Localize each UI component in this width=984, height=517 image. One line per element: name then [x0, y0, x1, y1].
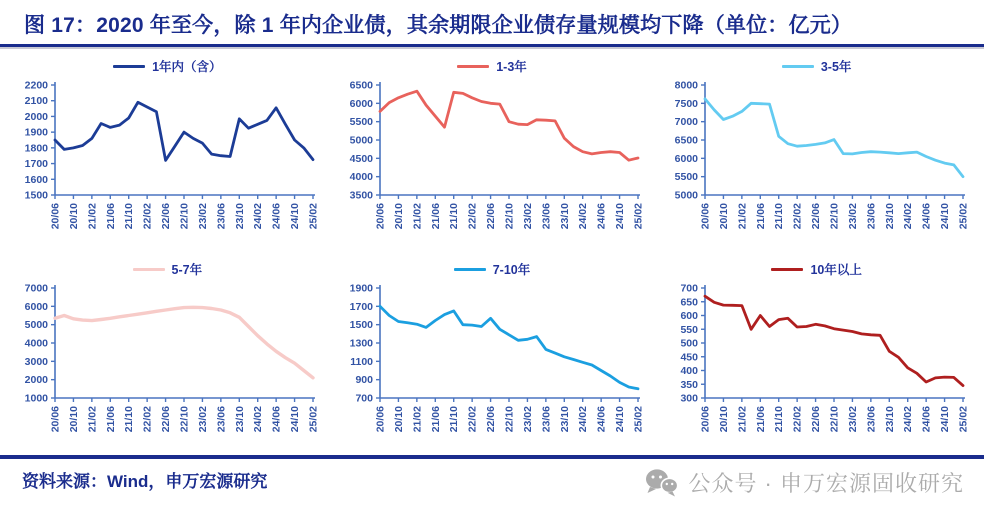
x-axis-label: 21/10 [772, 203, 785, 230]
x-axis-label: 22/10 [503, 203, 516, 230]
line-chart-7-10y [334, 280, 650, 446]
x-axis-label: 20/10 [68, 406, 81, 433]
y-axis-label: 5000 [674, 189, 698, 202]
x-axis-label: 22/06 [809, 406, 822, 433]
legend-line-icon [113, 65, 145, 68]
legend-label: 10年以上 [810, 263, 862, 277]
x-axis-label: 24/10 [614, 203, 627, 230]
legend-line-icon [457, 65, 489, 68]
y-axis-label: 2000 [24, 110, 49, 123]
x-axis-label: 25/02 [632, 406, 645, 433]
x-axis-label: 23/10 [234, 202, 247, 230]
x-axis-label: 24/02 [252, 203, 265, 230]
x-axis-label: 25/02 [957, 406, 970, 433]
legend-line-icon [782, 65, 814, 68]
x-axis-label: 22/10 [178, 406, 191, 433]
x-axis-label: 23/02 [197, 406, 210, 433]
x-axis-label: 21/06 [429, 203, 442, 230]
y-axis-label: 1600 [24, 173, 49, 186]
line-chart-1-3y [334, 77, 650, 243]
y-axis-label: 4000 [24, 337, 49, 350]
x-axis-label: 22/06 [485, 406, 498, 433]
x-axis-label: 24/02 [577, 406, 590, 433]
y-axis-label: 6000 [349, 97, 373, 110]
x-axis-label: 24/06 [595, 203, 608, 230]
x-axis-label: 24/02 [901, 203, 914, 230]
y-axis-label: 5000 [349, 134, 373, 147]
line-chart-3-5y [659, 77, 975, 243]
figure-title: 图 17：2020 年至今，除 1 年内企业债，其余期限企业债存量规模均下降（单位：亿元） [24, 14, 853, 37]
y-axis-label: 5000 [24, 319, 49, 332]
x-axis-label: 25/02 [307, 203, 320, 230]
x-axis-label: 23/06 [215, 203, 228, 230]
legend-label: 7-10年 [492, 263, 531, 277]
legend-label: 5-7年 [171, 263, 203, 277]
legend-line-icon [454, 268, 486, 271]
wechat-icon [645, 468, 679, 497]
watermark [645, 467, 964, 498]
y-axis-label: 6000 [24, 300, 49, 313]
x-axis-label: 23/10 [234, 406, 247, 433]
y-axis-label: 2000 [24, 374, 49, 387]
y-axis-label: 3000 [24, 355, 49, 368]
x-axis-label: 25/02 [957, 203, 970, 230]
x-axis-label: 20/10 [717, 406, 730, 433]
x-axis-label: 23/02 [521, 203, 534, 230]
y-axis-label: 700 [680, 282, 698, 295]
x-axis-label: 25/02 [632, 203, 645, 230]
chart-cell-10y-plus [657, 254, 976, 455]
x-axis-label: 21/10 [448, 203, 461, 230]
x-axis-label: 23/10 [883, 202, 896, 230]
legend-1-3y [457, 57, 527, 75]
y-axis-label: 7500 [674, 97, 698, 110]
y-axis-label: 4000 [349, 171, 373, 184]
legend-10y-plus [771, 260, 861, 278]
x-axis-label: 22/06 [160, 406, 173, 433]
y-axis-label: 350 [680, 378, 698, 391]
y-axis-label: 7000 [24, 282, 49, 295]
data-source: 资料来源：Wind，申万宏源研究 [22, 472, 268, 491]
x-axis-label: 22/02 [141, 406, 154, 433]
figure-footer [0, 459, 984, 517]
chart-cell-7-10y [333, 254, 652, 455]
x-axis-label: 23/06 [215, 406, 228, 433]
x-axis-label: 20/06 [49, 406, 62, 433]
x-axis-label: 22/06 [160, 203, 173, 230]
y-axis-label: 5500 [349, 116, 373, 129]
x-axis-label: 23/10 [558, 202, 571, 230]
y-axis-label: 550 [680, 323, 698, 336]
data-line [705, 99, 963, 177]
x-axis-label: 23/06 [540, 406, 553, 433]
legend-label: 3-5年 [820, 60, 852, 74]
x-axis-label: 22/10 [503, 406, 516, 433]
x-axis-label: 23/10 [883, 406, 896, 433]
x-axis-label: 20/10 [392, 406, 405, 433]
x-axis-label: 24/06 [920, 203, 933, 230]
x-axis-label: 21/10 [123, 406, 136, 433]
x-axis-label: 21/10 [123, 203, 136, 230]
x-axis-label: 24/10 [289, 203, 302, 230]
x-axis-label: 24/02 [901, 406, 914, 433]
y-axis-label: 450 [680, 351, 698, 364]
x-axis-label: 21/06 [754, 406, 767, 433]
x-axis-label: 21/10 [772, 406, 785, 433]
y-axis-label: 1900 [24, 126, 49, 139]
y-axis-label: 1500 [349, 319, 373, 332]
legend-label: 1年内（含） [152, 60, 222, 74]
x-axis-label: 21/10 [448, 406, 461, 433]
x-axis-label: 23/02 [846, 203, 859, 230]
legend-line-icon [771, 268, 803, 271]
data-line [55, 307, 313, 378]
y-axis-label: 1700 [24, 158, 49, 171]
y-axis-label: 1800 [24, 142, 49, 155]
y-axis-label: 300 [680, 392, 698, 405]
y-axis-label: 8000 [674, 79, 698, 92]
y-axis-label: 2200 [24, 79, 49, 92]
x-axis-label: 21/02 [736, 406, 749, 433]
x-axis-label: 24/06 [595, 406, 608, 433]
data-line [380, 91, 638, 160]
x-axis-label: 20/10 [717, 203, 730, 230]
x-axis-label: 24/02 [577, 203, 590, 230]
x-axis-label: 21/02 [736, 203, 749, 230]
x-axis-label: 23/06 [540, 203, 553, 230]
y-axis-label: 1500 [24, 189, 49, 202]
data-line [380, 306, 638, 389]
x-axis-label: 21/06 [754, 203, 767, 230]
x-axis-label: 20/06 [374, 203, 387, 230]
y-axis-label: 3500 [349, 189, 373, 202]
x-axis-label: 21/06 [105, 203, 118, 230]
x-axis-label: 22/06 [809, 203, 822, 230]
x-axis-label: 24/06 [270, 406, 283, 433]
x-axis-label: 21/02 [411, 406, 424, 433]
x-axis-label: 22/02 [791, 203, 804, 230]
x-axis-label: 23/06 [865, 406, 878, 433]
y-axis-label: 6500 [674, 134, 698, 147]
x-axis-label: 23/02 [846, 406, 859, 433]
y-axis-label: 1900 [349, 282, 373, 295]
x-axis-label: 23/06 [865, 203, 878, 230]
data-line [55, 102, 313, 160]
x-axis-label: 24/06 [920, 406, 933, 433]
y-axis-label: 1700 [349, 300, 373, 313]
y-axis-label: 7000 [674, 116, 698, 129]
x-axis-label: 20/10 [392, 203, 405, 230]
watermark-text: 公众号 · 申万宏源固收研究 [688, 471, 964, 496]
x-axis-label: 24/10 [614, 406, 627, 433]
x-axis-label: 21/02 [86, 406, 99, 433]
y-axis-label: 2100 [24, 95, 49, 108]
x-axis-label: 23/02 [197, 203, 210, 230]
x-axis-label: 24/06 [270, 203, 283, 230]
x-axis-label: 22/02 [466, 203, 479, 230]
legend-line-icon [133, 268, 165, 271]
chart-cell-1y [8, 51, 327, 252]
y-axis-label: 400 [680, 365, 698, 377]
x-axis-label: 24/10 [289, 406, 302, 433]
legend-label: 1-3年 [496, 60, 527, 74]
chart-cell-5-7y [8, 254, 327, 455]
data-line [705, 296, 963, 385]
x-axis-label: 22/02 [466, 406, 479, 433]
x-axis-label: 21/06 [105, 406, 118, 433]
y-axis-label: 700 [355, 392, 373, 405]
x-axis-label: 22/06 [485, 203, 498, 230]
x-axis-label: 20/06 [699, 203, 712, 230]
x-axis-label: 21/02 [411, 203, 424, 230]
line-chart-10y-plus [659, 280, 975, 446]
x-axis-label: 22/10 [828, 406, 841, 433]
chart-cell-1-3y [333, 51, 652, 252]
x-axis-label: 24/02 [252, 406, 265, 433]
legend-7-10y [454, 260, 531, 278]
x-axis-label: 20/10 [68, 203, 81, 230]
charts-grid [0, 47, 984, 455]
x-axis-label: 22/02 [791, 406, 804, 433]
x-axis-label: 25/02 [307, 406, 320, 433]
y-axis-label: 6000 [674, 152, 698, 165]
x-axis-label: 22/10 [178, 203, 191, 230]
y-axis-label: 650 [680, 296, 698, 309]
y-axis-label: 900 [355, 374, 373, 387]
legend-1y [113, 57, 221, 75]
line-chart-1y [9, 77, 325, 243]
x-axis-label: 23/10 [558, 406, 571, 433]
x-axis-label: 24/10 [938, 203, 951, 230]
y-axis-label: 600 [680, 310, 698, 322]
x-axis-label: 22/10 [828, 203, 841, 230]
figure-header [0, 0, 984, 44]
y-axis-label: 1300 [349, 337, 373, 350]
y-axis-label: 5500 [674, 171, 698, 184]
x-axis-label: 21/06 [429, 406, 442, 433]
chart-cell-3-5y [657, 51, 976, 252]
legend-5-7y [133, 260, 203, 278]
x-axis-label: 21/02 [86, 203, 99, 230]
x-axis-label: 22/02 [141, 203, 154, 230]
x-axis-label: 20/06 [374, 406, 387, 433]
x-axis-label: 23/02 [521, 406, 534, 433]
y-axis-label: 6500 [349, 79, 373, 92]
x-axis-label: 24/10 [938, 406, 951, 433]
legend-3-5y [782, 57, 852, 75]
line-chart-5-7y [9, 280, 325, 446]
x-axis-label: 20/06 [699, 406, 712, 433]
x-axis-label: 20/06 [49, 203, 62, 230]
y-axis-label: 1100 [350, 355, 373, 368]
y-axis-label: 500 [680, 337, 698, 350]
y-axis-label: 4500 [349, 152, 373, 165]
y-axis-label: 1000 [24, 392, 49, 405]
